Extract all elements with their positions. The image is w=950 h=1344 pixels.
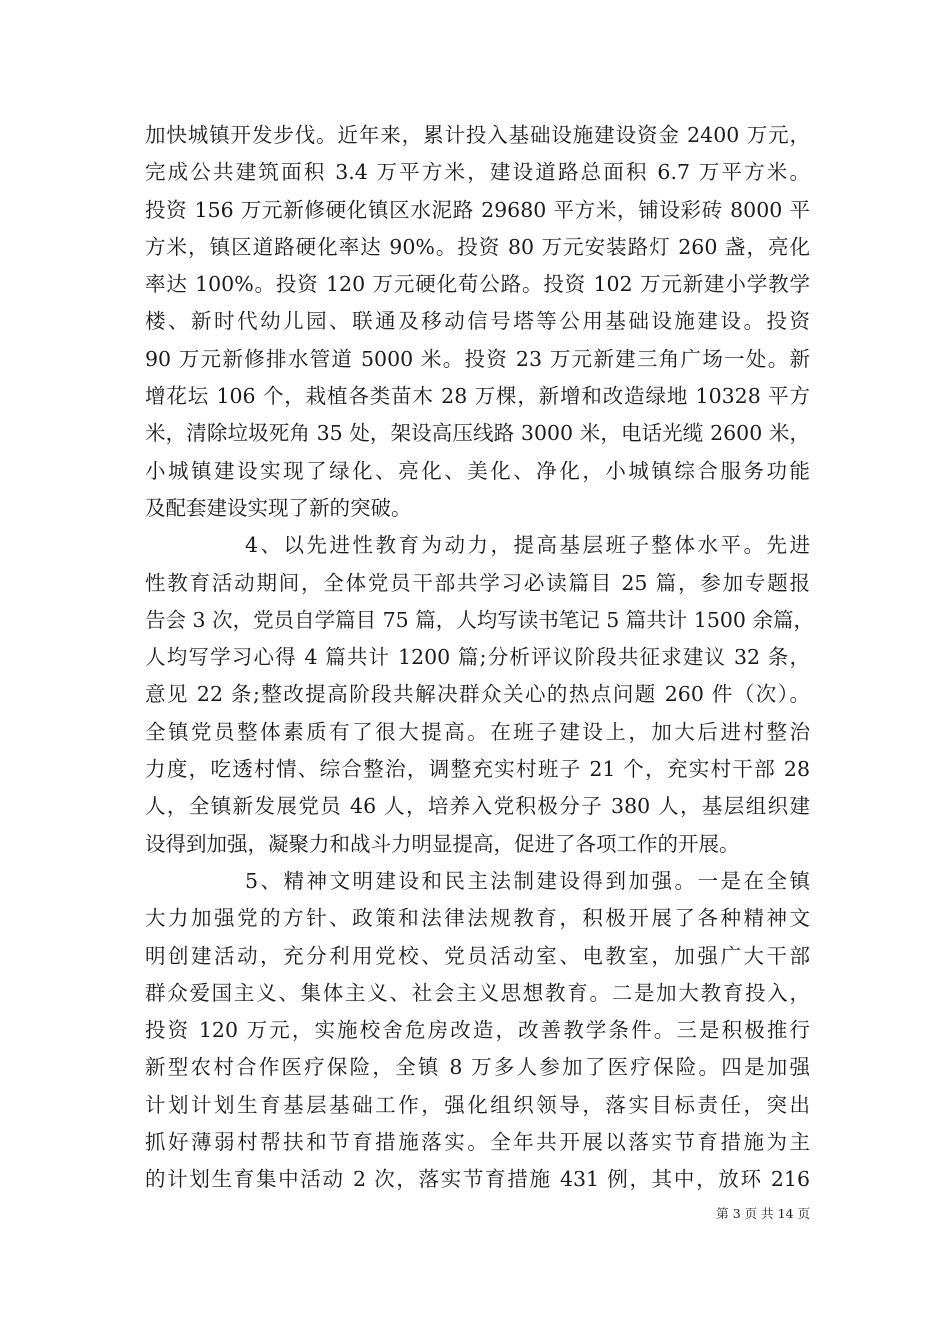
paragraph-5-heading-line: 5、精神文明建设和民主法制建设得到加强。一是在全镇 [245,868,810,893]
text-line: 全镇党员整体素质有了很大提高。在班子建设上，加大后进村整治 [145,719,810,744]
text-line: 人均写学习心得 4 篇共计 1200 篇;分析评议阶段共征求建议 32 条， [145,645,810,670]
text-line: 的计划生育集中活动 2 次，落实节育措施 431 例，其中，放环 216 [145,1167,810,1192]
text-line: 性教育活动期间，全体党员干部共学习必读篇目 25 篇，参加专题报 [145,570,810,595]
text-line: 群众爱国主义、集体主义、社会主义思想教育。二是加大教育投入， [145,980,810,1005]
text-line: 大力加强党的方针、政策和法律法规教育，积极开展了各种精神文 [145,906,810,931]
text-line: 投资 120 万元，实施校舍危房改造，改善教学条件。三是积极推行 [145,1018,810,1043]
text-line: 米，清除垃圾死角 35 处，架设高压线路 3000 米，电话光缆 2600 米， [145,421,810,446]
text-line: 方米，镇区道路硬化率达 90%。投资 80 万元安装路灯 260 盏，亮化 [145,234,810,259]
text-line: 楼、新时代幼儿园、联通及移动信号塔等公用基础设施建设。投资 [145,309,810,334]
text-line: 增花坛 106 个，栽植各类苗木 28 万棵，新增和改造绿地 10328 平方 [145,384,810,409]
text-line: 告会 3 次，党员自学篇目 75 篇，人均写读书笔记 5 篇共计 1500 余篇， [145,607,814,632]
page-number-footer: 第 3 页 共 14 页 [716,1206,810,1221]
text-line: 90 万元新修排水管道 5000 米。投资 23 万元新建三角广场一处。新 [145,346,810,371]
text-line: 人，全镇新发展党员 46 人，培养入党积极分子 380 人，基层组织建 [145,794,810,819]
text-line: 意见 22 条;整改提高阶段共解决群众关心的热点问题 260 件（次）。 [145,682,810,707]
paragraph-end-line: 及配套建设实现了新的突破。 [145,495,412,520]
text-line: 新型农村合作医疗保险，全镇 8 万多人参加了医疗保险。四是加强 [145,1055,810,1080]
text-line: 明创建活动，充分利用党校、党员活动室、电教室，加强广大干部 [145,943,810,968]
text-line: 小城镇建设实现了绿化、亮化、美化、净化，小城镇综合服务功能 [145,458,810,483]
text-line: 投资 156 万元新修硬化镇区水泥路 29680 平方米，铺设彩砖 8000 平 [145,197,810,222]
body-text [145,117,814,1199]
text-line: 计划计划生育基层基础工作，强化组织领导，落实目标责任，突出 [145,1092,810,1117]
text-line: 率达 100%。投资 120 万元硬化荀公路。投资 102 万元新建小学教学 [145,272,810,297]
text-line: 加快城镇开发步伐。近年来，累计投入基础设施建设资金 2400 万元， [145,123,810,147]
text-line: 抓好薄弱村帮扶和节育措施落实。全年共开展以落实节育措施为主 [145,1130,810,1155]
text-line: 完成公共建筑面积 3.4 万平方米，建设道路总面积 6.7 万平方米。 [145,160,810,185]
text-line: 力度，吃透村情、综合整治，调整充实村班子 21 个，充实村干部 28 [145,757,810,782]
paragraph-4-heading-line: 4、以先进性教育为动力，提高基层班子整体水平。先进 [245,533,810,558]
paragraph-end-line: 设得到加强，凝聚力和战斗力明显提高，促进了各项工作的开展。 [145,831,740,856]
